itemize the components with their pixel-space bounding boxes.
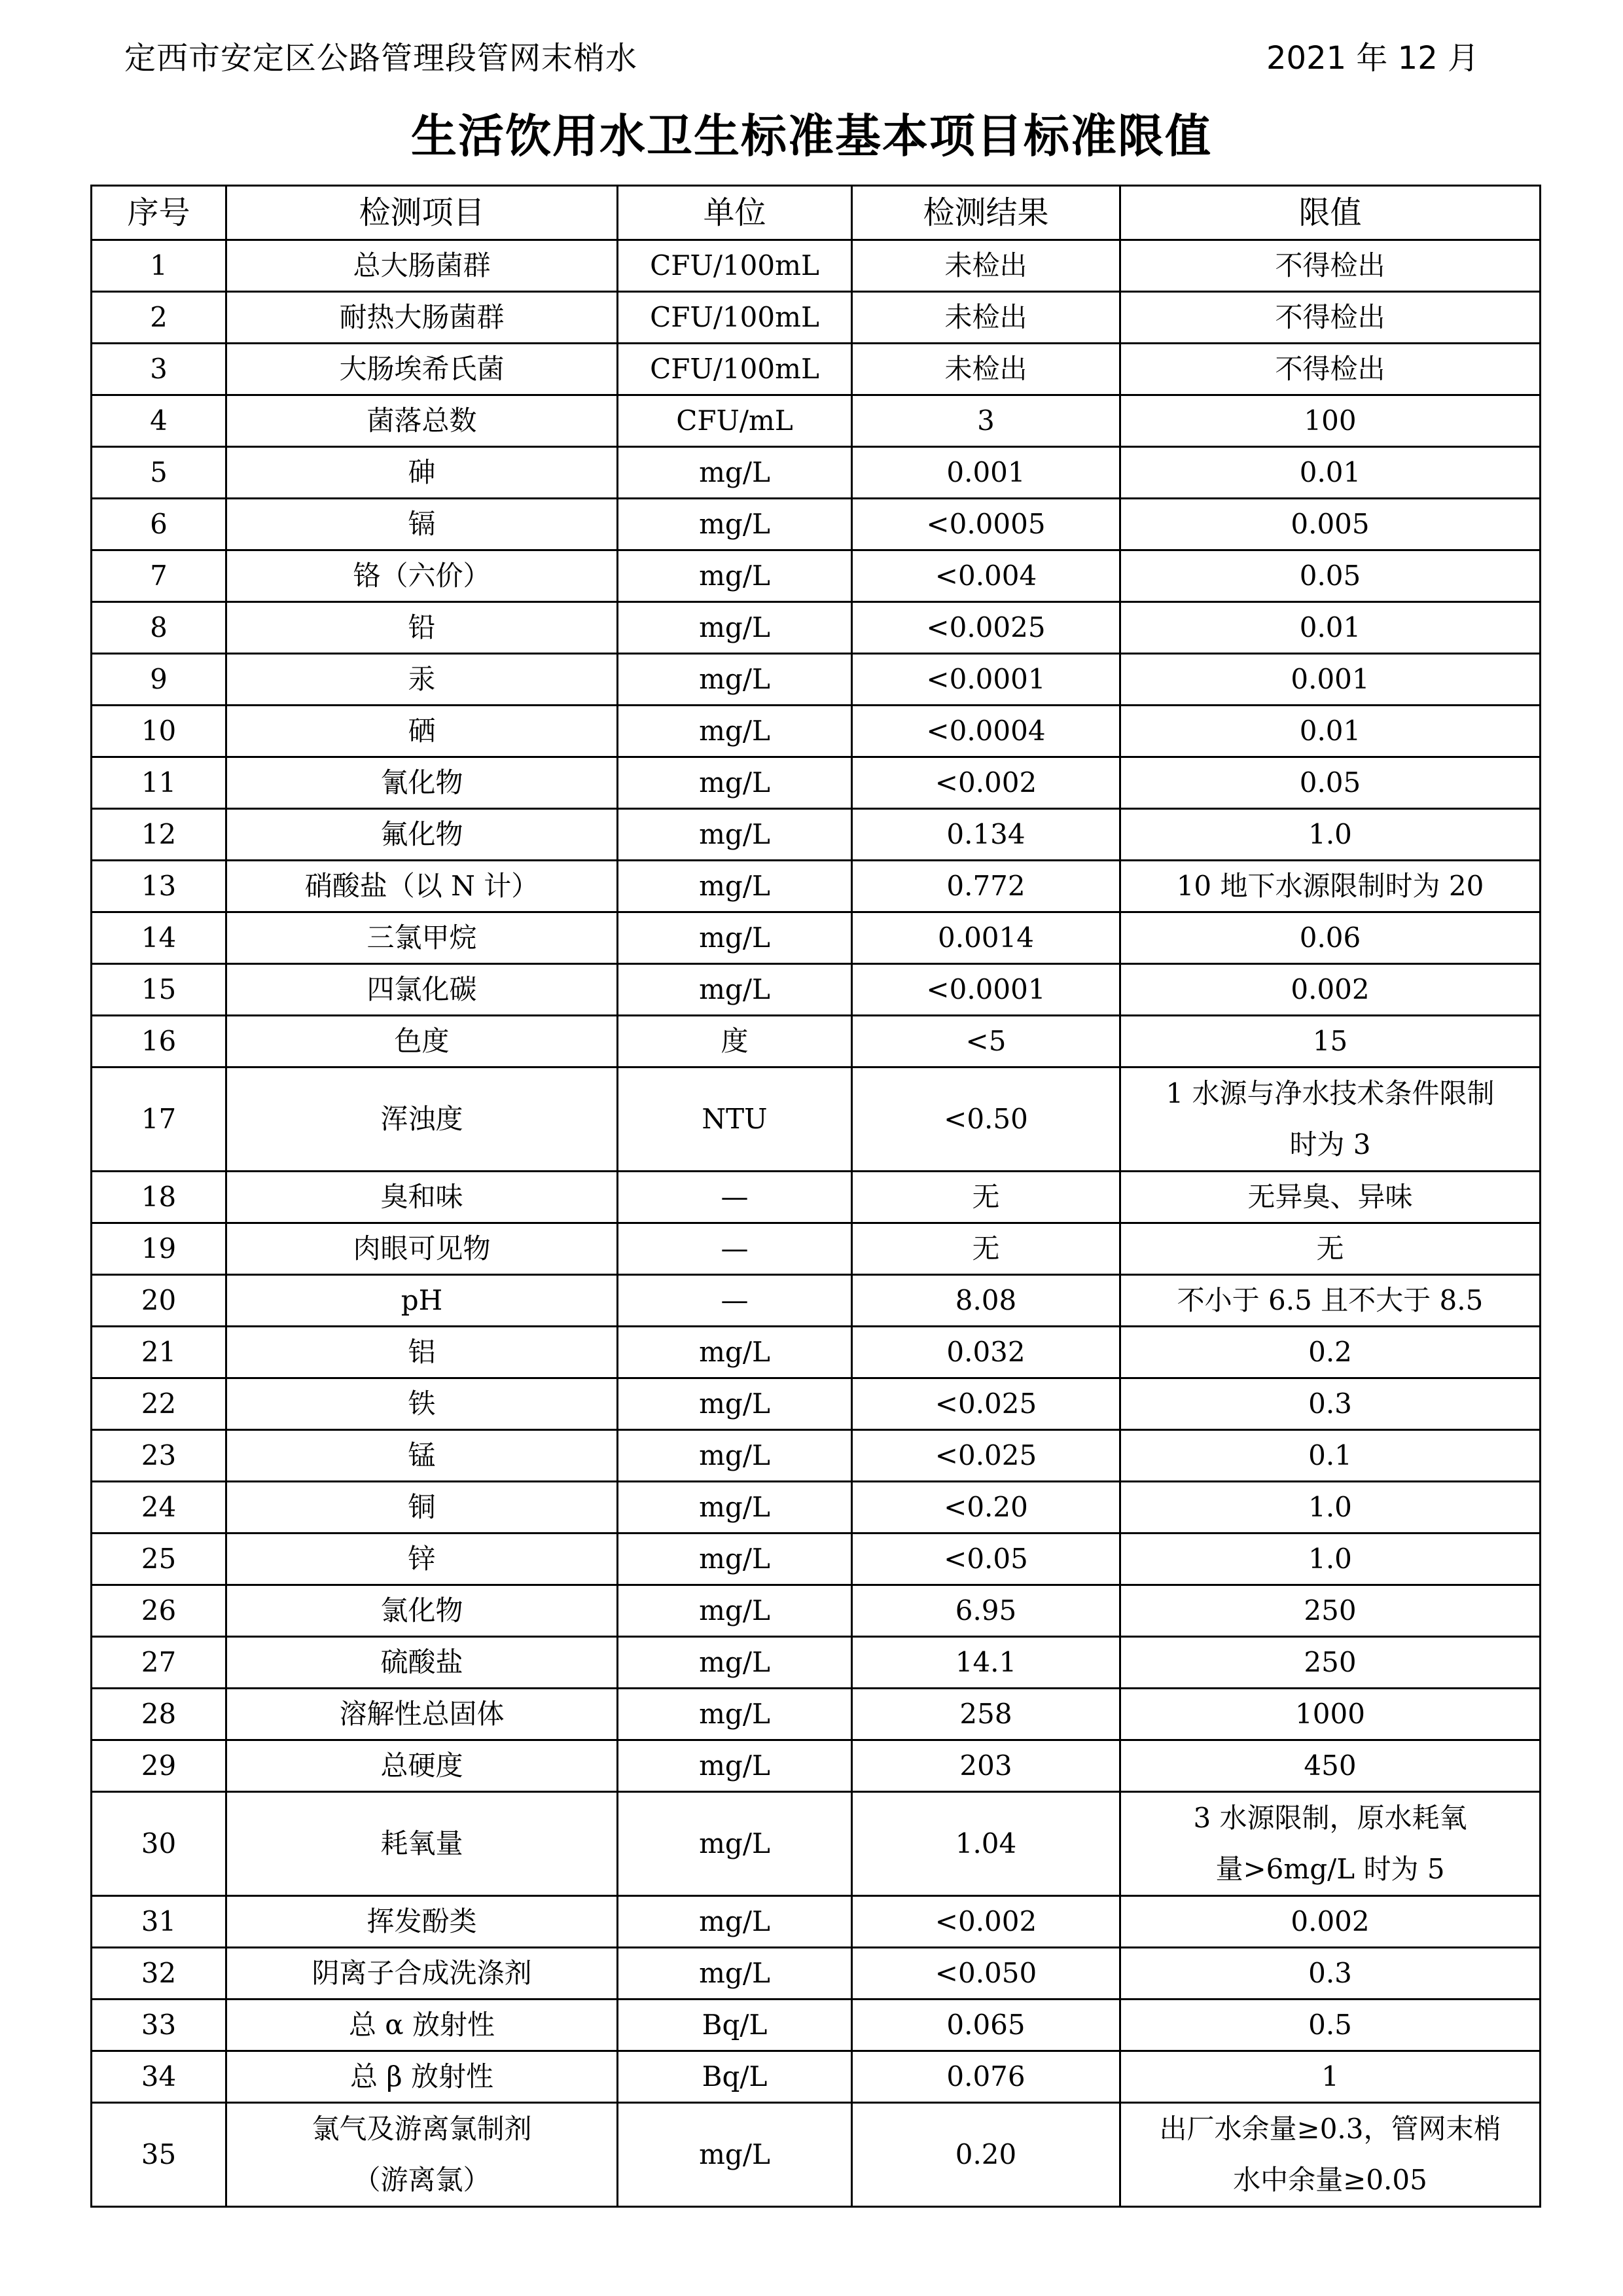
cell-result: <0.050 bbox=[852, 1948, 1120, 2000]
cell-limit: 0.05 bbox=[1120, 757, 1541, 809]
cell-unit: mg/L bbox=[618, 654, 852, 706]
table-body bbox=[92, 240, 1541, 2207]
table-row bbox=[92, 1585, 1541, 1637]
table-row bbox=[92, 344, 1541, 395]
cell-result: <0.0001 bbox=[852, 964, 1120, 1016]
cell-result: 0.772 bbox=[852, 861, 1120, 912]
cell-item: 总硬度 bbox=[226, 1740, 618, 1792]
cell-unit: mg/L bbox=[618, 1740, 852, 1792]
cell-result: 0.001 bbox=[852, 447, 1120, 499]
cell-limit: 0.001 bbox=[1120, 654, 1541, 706]
cell-no: 32 bbox=[92, 1948, 226, 2000]
cell-item: 硝酸盐（以 N 计） bbox=[226, 861, 618, 912]
cell-unit: mg/L bbox=[618, 602, 852, 654]
cell-no: 7 bbox=[92, 550, 226, 602]
table-row bbox=[92, 1275, 1541, 1327]
cell-no: 8 bbox=[92, 602, 226, 654]
cell-item: 氯化物 bbox=[226, 1585, 618, 1637]
cell-item: 色度 bbox=[226, 1016, 618, 1067]
cell-no: 29 bbox=[92, 1740, 226, 1792]
organization-name: 定西市安定区公路管理段管网末梢水 bbox=[124, 40, 638, 77]
table-row bbox=[92, 499, 1541, 550]
cell-unit: mg/L bbox=[618, 499, 852, 550]
cell-item: 锰 bbox=[226, 1430, 618, 1482]
cell-no: 16 bbox=[92, 1016, 226, 1067]
cell-result: 0.065 bbox=[852, 2000, 1120, 2051]
cell-unit: — bbox=[618, 1172, 852, 1223]
table-row bbox=[92, 1172, 1541, 1223]
cell-unit: mg/L bbox=[618, 447, 852, 499]
cell-result: <0.20 bbox=[852, 1482, 1120, 1534]
cell-limit: 1000 bbox=[1120, 1689, 1541, 1740]
cell-result: <0.50 bbox=[852, 1067, 1120, 1172]
cell-unit: mg/L bbox=[618, 912, 852, 964]
table-row bbox=[92, 2000, 1541, 2051]
cell-no: 3 bbox=[92, 344, 226, 395]
cell-limit: 0.5 bbox=[1120, 2000, 1541, 2051]
table-row bbox=[92, 1430, 1541, 1482]
cell-item: 总大肠菌群 bbox=[226, 240, 618, 292]
cell-limit: 不得检出 bbox=[1120, 240, 1541, 292]
cell-result: 0.076 bbox=[852, 2051, 1120, 2103]
cell-unit: mg/L bbox=[618, 1689, 852, 1740]
cell-unit: mg/L bbox=[618, 1637, 852, 1689]
standard-limits-table bbox=[90, 185, 1541, 2208]
cell-item: 四氯化碳 bbox=[226, 964, 618, 1016]
table-row bbox=[92, 964, 1541, 1016]
cell-result: <0.0004 bbox=[852, 706, 1120, 757]
column-header-item: 检测项目 bbox=[226, 186, 618, 240]
cell-no: 4 bbox=[92, 395, 226, 447]
cell-item: 镉 bbox=[226, 499, 618, 550]
cell-unit: mg/L bbox=[618, 1948, 852, 2000]
cell-limit: 250 bbox=[1120, 1637, 1541, 1689]
page-title: 生活饮用水卫生标准基本项目标准限值 bbox=[411, 109, 1212, 163]
cell-result: 0.20 bbox=[852, 2103, 1120, 2207]
cell-no: 26 bbox=[92, 1585, 226, 1637]
cell-item: 菌落总数 bbox=[226, 395, 618, 447]
cell-item: 汞 bbox=[226, 654, 618, 706]
cell-unit: CFU/100mL bbox=[618, 344, 852, 395]
cell-result: <0.0001 bbox=[852, 654, 1120, 706]
cell-result: 14.1 bbox=[852, 1637, 1120, 1689]
cell-no: 1 bbox=[92, 240, 226, 292]
cell-item: 大肠埃希氏菌 bbox=[226, 344, 618, 395]
cell-no: 5 bbox=[92, 447, 226, 499]
cell-limit: 0.1 bbox=[1120, 1430, 1541, 1482]
table-row bbox=[92, 1896, 1541, 1948]
cell-unit: mg/L bbox=[618, 1378, 852, 1430]
cell-result: 203 bbox=[852, 1740, 1120, 1792]
cell-item: 铬（六价） bbox=[226, 550, 618, 602]
cell-limit: 0.01 bbox=[1120, 602, 1541, 654]
cell-item: 铝 bbox=[226, 1327, 618, 1378]
cell-result: 0.0014 bbox=[852, 912, 1120, 964]
cell-no: 15 bbox=[92, 964, 226, 1016]
cell-item: 肉眼可见物 bbox=[226, 1223, 618, 1275]
table-header-row bbox=[92, 186, 1541, 240]
cell-result: <0.004 bbox=[852, 550, 1120, 602]
cell-result: 258 bbox=[852, 1689, 1120, 1740]
cell-item: 总 α 放射性 bbox=[226, 2000, 618, 2051]
cell-limit: 1 水源与净水技术条件限制 时为 3 bbox=[1120, 1067, 1541, 1172]
cell-limit: 1.0 bbox=[1120, 1534, 1541, 1585]
cell-limit: 不得检出 bbox=[1120, 344, 1541, 395]
table-row bbox=[92, 654, 1541, 706]
cell-limit: 不小于 6.5 且不大于 8.5 bbox=[1120, 1275, 1541, 1327]
cell-result: <5 bbox=[852, 1016, 1120, 1067]
table-row bbox=[92, 395, 1541, 447]
cell-item: 挥发酚类 bbox=[226, 1896, 618, 1948]
table-row bbox=[92, 706, 1541, 757]
table-row bbox=[92, 1378, 1541, 1430]
cell-result: 1.04 bbox=[852, 1792, 1120, 1896]
cell-no: 10 bbox=[92, 706, 226, 757]
cell-no: 23 bbox=[92, 1430, 226, 1482]
cell-item: 砷 bbox=[226, 447, 618, 499]
table-row bbox=[92, 1689, 1541, 1740]
cell-no: 33 bbox=[92, 2000, 226, 2051]
cell-no: 21 bbox=[92, 1327, 226, 1378]
cell-result: 8.08 bbox=[852, 1275, 1120, 1327]
cell-item: 硒 bbox=[226, 706, 618, 757]
cell-item: 耗氧量 bbox=[226, 1792, 618, 1896]
table-row bbox=[92, 809, 1541, 861]
table-row bbox=[92, 550, 1541, 602]
cell-unit: mg/L bbox=[618, 1896, 852, 1948]
cell-no: 12 bbox=[92, 809, 226, 861]
cell-item: 氟化物 bbox=[226, 809, 618, 861]
cell-result: <0.002 bbox=[852, 757, 1120, 809]
column-header-no: 序号 bbox=[92, 186, 226, 240]
cell-limit: 0.002 bbox=[1120, 1896, 1541, 1948]
cell-result: 未检出 bbox=[852, 292, 1120, 344]
cell-no: 28 bbox=[92, 1689, 226, 1740]
table-row bbox=[92, 1792, 1541, 1896]
cell-no: 25 bbox=[92, 1534, 226, 1585]
cell-unit: mg/L bbox=[618, 1430, 852, 1482]
cell-limit: 0.01 bbox=[1120, 447, 1541, 499]
table-row bbox=[92, 2103, 1541, 2207]
cell-limit: 0.002 bbox=[1120, 964, 1541, 1016]
cell-unit: mg/L bbox=[618, 964, 852, 1016]
cell-result: 无 bbox=[852, 1223, 1120, 1275]
cell-no: 35 bbox=[92, 2103, 226, 2207]
cell-unit: mg/L bbox=[618, 706, 852, 757]
cell-unit: mg/L bbox=[618, 1482, 852, 1534]
cell-item: 浑浊度 bbox=[226, 1067, 618, 1172]
table-row bbox=[92, 861, 1541, 912]
cell-limit: 无异臭、异味 bbox=[1120, 1172, 1541, 1223]
cell-item: 三氯甲烷 bbox=[226, 912, 618, 964]
cell-unit: NTU bbox=[618, 1067, 852, 1172]
cell-unit: — bbox=[618, 1223, 852, 1275]
cell-item: 臭和味 bbox=[226, 1172, 618, 1223]
cell-no: 13 bbox=[92, 861, 226, 912]
cell-no: 27 bbox=[92, 1637, 226, 1689]
cell-unit: CFU/100mL bbox=[618, 240, 852, 292]
cell-result: 6.95 bbox=[852, 1585, 1120, 1637]
table-row bbox=[92, 292, 1541, 344]
table-row bbox=[92, 602, 1541, 654]
cell-result: 3 bbox=[852, 395, 1120, 447]
cell-no: 18 bbox=[92, 1172, 226, 1223]
cell-limit: 0.3 bbox=[1120, 1378, 1541, 1430]
table-row bbox=[92, 1223, 1541, 1275]
cell-limit: 1.0 bbox=[1120, 809, 1541, 861]
cell-unit: mg/L bbox=[618, 861, 852, 912]
cell-no: 11 bbox=[92, 757, 226, 809]
cell-unit: mg/L bbox=[618, 550, 852, 602]
cell-limit: 10 地下水源限制时为 20 bbox=[1120, 861, 1541, 912]
cell-unit: CFU/100mL bbox=[618, 292, 852, 344]
table-row bbox=[92, 1016, 1541, 1067]
cell-limit: 250 bbox=[1120, 1585, 1541, 1637]
cell-limit: 15 bbox=[1120, 1016, 1541, 1067]
cell-item: 铜 bbox=[226, 1482, 618, 1534]
cell-unit: Bq/L bbox=[618, 2051, 852, 2103]
cell-limit: 3 水源限制，原水耗氧 量>6mg/L 时为 5 bbox=[1120, 1792, 1541, 1896]
cell-item: 溶解性总固体 bbox=[226, 1689, 618, 1740]
column-header-limit: 限值 bbox=[1120, 186, 1541, 240]
cell-limit: 0.05 bbox=[1120, 550, 1541, 602]
cell-no: 14 bbox=[92, 912, 226, 964]
cell-limit: 出厂水余量≥0.3，管网末梢 水中余量≥0.05 bbox=[1120, 2103, 1541, 2207]
cell-result: 0.032 bbox=[852, 1327, 1120, 1378]
column-header-result: 检测结果 bbox=[852, 186, 1120, 240]
cell-unit: mg/L bbox=[618, 1327, 852, 1378]
table-row bbox=[92, 1327, 1541, 1378]
cell-result: <0.025 bbox=[852, 1378, 1120, 1430]
cell-no: 17 bbox=[92, 1067, 226, 1172]
cell-item: 铅 bbox=[226, 602, 618, 654]
cell-no: 6 bbox=[92, 499, 226, 550]
cell-limit: 0.3 bbox=[1120, 1948, 1541, 2000]
cell-item: pH bbox=[226, 1275, 618, 1327]
cell-result: <0.0025 bbox=[852, 602, 1120, 654]
table-row bbox=[92, 1637, 1541, 1689]
cell-item: 耐热大肠菌群 bbox=[226, 292, 618, 344]
cell-result: 0.134 bbox=[852, 809, 1120, 861]
cell-no: 20 bbox=[92, 1275, 226, 1327]
cell-unit: mg/L bbox=[618, 809, 852, 861]
cell-limit: 450 bbox=[1120, 1740, 1541, 1792]
cell-result: 无 bbox=[852, 1172, 1120, 1223]
cell-unit: — bbox=[618, 1275, 852, 1327]
cell-limit: 无 bbox=[1120, 1223, 1541, 1275]
cell-no: 2 bbox=[92, 292, 226, 344]
table-row bbox=[92, 757, 1541, 809]
cell-limit: 100 bbox=[1120, 395, 1541, 447]
cell-limit: 0.2 bbox=[1120, 1327, 1541, 1378]
cell-result: <0.002 bbox=[852, 1896, 1120, 1948]
cell-limit: 不得检出 bbox=[1120, 292, 1541, 344]
table-row bbox=[92, 1067, 1541, 1172]
cell-no: 34 bbox=[92, 2051, 226, 2103]
cell-item: 氰化物 bbox=[226, 757, 618, 809]
cell-item: 氯气及游离氯制剂 （游离氯） bbox=[226, 2103, 618, 2207]
cell-no: 24 bbox=[92, 1482, 226, 1534]
table-row bbox=[92, 1740, 1541, 1792]
cell-unit: mg/L bbox=[618, 1585, 852, 1637]
cell-item: 硫酸盐 bbox=[226, 1637, 618, 1689]
cell-no: 31 bbox=[92, 1896, 226, 1948]
table-row bbox=[92, 1482, 1541, 1534]
cell-result: 未检出 bbox=[852, 240, 1120, 292]
cell-limit: 1 bbox=[1120, 2051, 1541, 2103]
cell-unit: mg/L bbox=[618, 2103, 852, 2207]
table-row bbox=[92, 240, 1541, 292]
cell-result: <0.025 bbox=[852, 1430, 1120, 1482]
cell-result: <0.0005 bbox=[852, 499, 1120, 550]
table-row bbox=[92, 912, 1541, 964]
cell-limit: 0.005 bbox=[1120, 499, 1541, 550]
cell-unit: CFU/mL bbox=[618, 395, 852, 447]
cell-unit: Bq/L bbox=[618, 2000, 852, 2051]
cell-limit: 1.0 bbox=[1120, 1482, 1541, 1534]
cell-no: 22 bbox=[92, 1378, 226, 1430]
cell-unit: mg/L bbox=[618, 1534, 852, 1585]
report-date: 2021 年 12 月 bbox=[1266, 40, 1479, 77]
cell-no: 19 bbox=[92, 1223, 226, 1275]
cell-item: 阴离子合成洗涤剂 bbox=[226, 1948, 618, 2000]
cell-item: 锌 bbox=[226, 1534, 618, 1585]
cell-item: 总 β 放射性 bbox=[226, 2051, 618, 2103]
cell-limit: 0.01 bbox=[1120, 706, 1541, 757]
cell-unit: mg/L bbox=[618, 757, 852, 809]
cell-unit: 度 bbox=[618, 1016, 852, 1067]
column-header-unit: 单位 bbox=[618, 186, 852, 240]
table-row bbox=[92, 1534, 1541, 1585]
cell-no: 30 bbox=[92, 1792, 226, 1896]
cell-limit: 0.06 bbox=[1120, 912, 1541, 964]
cell-result: <0.05 bbox=[852, 1534, 1120, 1585]
table-row bbox=[92, 2051, 1541, 2103]
cell-result: 未检出 bbox=[852, 344, 1120, 395]
cell-item: 铁 bbox=[226, 1378, 618, 1430]
table-row bbox=[92, 447, 1541, 499]
table-row bbox=[92, 1948, 1541, 2000]
cell-unit: mg/L bbox=[618, 1792, 852, 1896]
cell-no: 9 bbox=[92, 654, 226, 706]
